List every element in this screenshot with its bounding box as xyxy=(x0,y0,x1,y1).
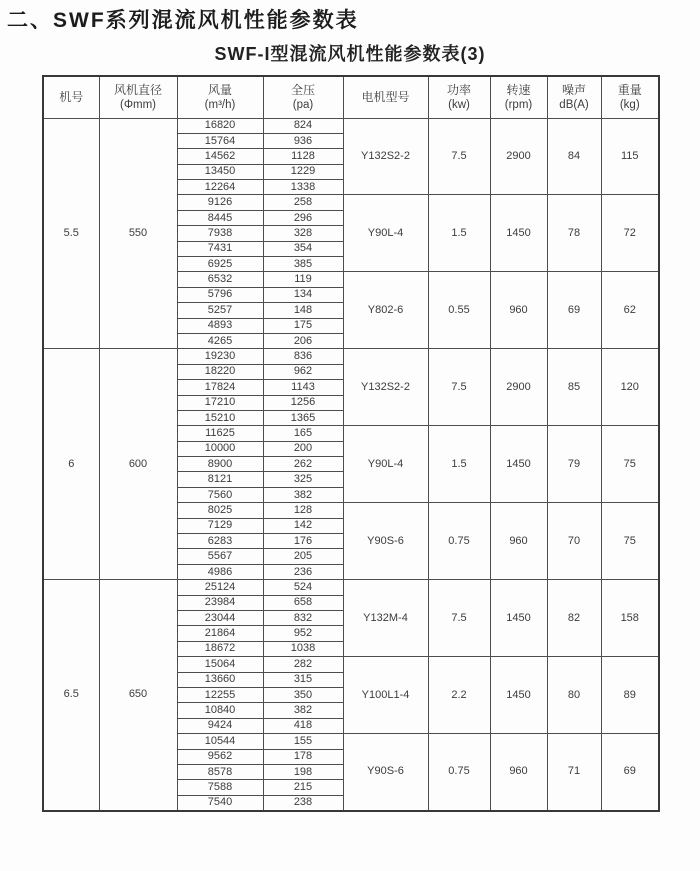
machine-no-cell: 5.5 xyxy=(43,118,99,349)
noise-cell: 84 xyxy=(547,118,601,195)
air-volume-cell: 15064 xyxy=(177,657,263,672)
col-header-label: 电机型号 xyxy=(361,89,410,104)
air-volume-cell: 4893 xyxy=(177,318,263,333)
speed-cell: 2900 xyxy=(490,349,547,426)
air-volume-cell: 17824 xyxy=(177,380,263,395)
total-pressure-cell: 128 xyxy=(263,503,343,518)
motor-model-cell: Y90S-6 xyxy=(343,503,428,580)
power-cell: 1.5 xyxy=(428,426,490,503)
noise-cell: 69 xyxy=(547,272,601,349)
air-volume-cell: 5796 xyxy=(177,287,263,302)
total-pressure-cell: 262 xyxy=(263,457,343,472)
motor-model-cell: Y132S2-2 xyxy=(343,349,428,426)
air-volume-cell: 9424 xyxy=(177,718,263,733)
total-pressure-cell: 385 xyxy=(263,257,343,272)
air-volume-cell: 5567 xyxy=(177,549,263,564)
power-cell: 0.75 xyxy=(428,503,490,580)
total-pressure-cell: 832 xyxy=(263,611,343,626)
col-header-label: 全压 xyxy=(290,82,315,97)
total-pressure-cell: 142 xyxy=(263,518,343,533)
total-pressure-cell: 155 xyxy=(263,734,343,749)
air-volume-cell: 9562 xyxy=(177,749,263,764)
fan-diameter-cell: 650 xyxy=(99,580,177,811)
total-pressure-cell: 1338 xyxy=(263,180,343,195)
weight-cell: 75 xyxy=(601,426,659,503)
air-volume-cell: 11625 xyxy=(177,426,263,441)
air-volume-cell: 7129 xyxy=(177,518,263,533)
col-header-weight xyxy=(601,76,659,118)
power-cell: 7.5 xyxy=(428,580,490,657)
speed-cell: 1450 xyxy=(490,195,547,272)
air-volume-cell: 4986 xyxy=(177,564,263,579)
col-header-label: 重量 xyxy=(617,82,642,97)
col-header-label: 转速 xyxy=(506,82,531,97)
air-volume-cell: 12255 xyxy=(177,687,263,702)
total-pressure-cell: 382 xyxy=(263,487,343,502)
col-header-label: 功率 xyxy=(446,82,471,97)
air-volume-cell: 6925 xyxy=(177,257,263,272)
speed-cell: 960 xyxy=(490,734,547,811)
air-volume-cell: 19230 xyxy=(177,349,263,364)
col-header-unit: (kw) xyxy=(448,98,470,111)
page-title: 二、SWF系列混流风机性能参数表 xyxy=(7,9,359,32)
table-row xyxy=(43,580,659,595)
col-header-noise xyxy=(547,76,601,118)
total-pressure-cell: 1038 xyxy=(263,641,343,656)
total-pressure-cell: 325 xyxy=(263,472,343,487)
air-volume-cell: 25124 xyxy=(177,580,263,595)
air-volume-cell: 8445 xyxy=(177,210,263,225)
motor-model-cell: Y90S-6 xyxy=(343,734,428,811)
air-volume-cell: 8121 xyxy=(177,472,263,487)
air-volume-cell: 18672 xyxy=(177,641,263,656)
motor-model-cell: Y90L-4 xyxy=(343,426,428,503)
noise-cell: 79 xyxy=(547,426,601,503)
weight-cell: 158 xyxy=(601,580,659,657)
air-volume-cell: 13660 xyxy=(177,672,263,687)
speed-cell: 1450 xyxy=(490,580,547,657)
total-pressure-cell: 165 xyxy=(263,426,343,441)
total-pressure-cell: 824 xyxy=(263,118,343,133)
col-header-label: 风量 xyxy=(207,82,232,97)
total-pressure-cell: 328 xyxy=(263,226,343,241)
total-pressure-cell: 1256 xyxy=(263,395,343,410)
air-volume-cell: 23984 xyxy=(177,595,263,610)
power-cell: 0.55 xyxy=(428,272,490,349)
col-header-unit: (Φmm) xyxy=(120,98,156,111)
total-pressure-cell: 658 xyxy=(263,595,343,610)
motor-model-cell: Y802-6 xyxy=(343,272,428,349)
total-pressure-cell: 215 xyxy=(263,780,343,795)
power-cell: 7.5 xyxy=(428,349,490,426)
col-header-speed xyxy=(490,76,547,118)
total-pressure-cell: 836 xyxy=(263,349,343,364)
total-pressure-cell: 524 xyxy=(263,580,343,595)
machine-no-cell: 6.5 xyxy=(43,580,99,811)
col-header-fan-diameter xyxy=(99,76,177,118)
air-volume-cell: 21864 xyxy=(177,626,263,641)
air-volume-cell: 10544 xyxy=(177,734,263,749)
speed-cell: 2900 xyxy=(490,118,547,195)
total-pressure-cell: 282 xyxy=(263,657,343,672)
total-pressure-cell: 1365 xyxy=(263,410,343,425)
air-volume-cell: 6283 xyxy=(177,534,263,549)
air-volume-cell: 10840 xyxy=(177,703,263,718)
total-pressure-cell: 176 xyxy=(263,534,343,549)
col-header-label: 风机直径 xyxy=(113,82,162,97)
air-volume-cell: 17210 xyxy=(177,395,263,410)
col-header-unit: dB(A) xyxy=(559,98,589,111)
total-pressure-cell: 1143 xyxy=(263,380,343,395)
col-header-unit: (m³/h) xyxy=(204,98,236,111)
air-volume-cell: 15764 xyxy=(177,133,263,148)
table-header xyxy=(43,76,659,118)
total-pressure-cell: 962 xyxy=(263,364,343,379)
air-volume-cell: 7540 xyxy=(177,795,263,810)
total-pressure-cell: 205 xyxy=(263,549,343,564)
power-cell: 7.5 xyxy=(428,118,490,195)
speed-cell: 1450 xyxy=(490,426,547,503)
speed-cell: 960 xyxy=(490,503,547,580)
col-header-unit: (pa) xyxy=(292,98,314,111)
air-volume-cell: 15210 xyxy=(177,410,263,425)
col-header-label: 噪声 xyxy=(561,82,586,97)
col-header-air-volume xyxy=(177,76,263,118)
weight-cell: 115 xyxy=(601,118,659,195)
total-pressure-cell: 198 xyxy=(263,764,343,779)
table-row xyxy=(43,118,659,133)
air-volume-cell: 18220 xyxy=(177,364,263,379)
noise-cell: 78 xyxy=(547,195,601,272)
fan-diameter-cell: 550 xyxy=(99,118,177,349)
total-pressure-cell: 350 xyxy=(263,687,343,702)
power-cell: 2.2 xyxy=(428,657,490,734)
fan-parameters-table xyxy=(42,75,660,812)
noise-cell: 85 xyxy=(547,349,601,426)
motor-model-cell: Y132S2-2 xyxy=(343,118,428,195)
total-pressure-cell: 206 xyxy=(263,333,343,348)
total-pressure-cell: 1229 xyxy=(263,164,343,179)
air-volume-cell: 8025 xyxy=(177,503,263,518)
col-header-unit: (rpm) xyxy=(504,98,533,111)
weight-cell: 72 xyxy=(601,195,659,272)
total-pressure-cell: 936 xyxy=(263,133,343,148)
noise-cell: 70 xyxy=(547,503,601,580)
air-volume-cell: 12264 xyxy=(177,180,263,195)
air-volume-cell: 10000 xyxy=(177,441,263,456)
total-pressure-cell: 258 xyxy=(263,195,343,210)
noise-cell: 71 xyxy=(547,734,601,811)
col-header-label: 机号 xyxy=(59,89,84,104)
total-pressure-cell: 200 xyxy=(263,441,343,456)
noise-cell: 82 xyxy=(547,580,601,657)
total-pressure-cell: 952 xyxy=(263,626,343,641)
air-volume-cell: 23044 xyxy=(177,611,263,626)
table-body xyxy=(43,118,659,811)
total-pressure-cell: 175 xyxy=(263,318,343,333)
total-pressure-cell: 315 xyxy=(263,672,343,687)
total-pressure-cell: 418 xyxy=(263,718,343,733)
weight-cell: 89 xyxy=(601,657,659,734)
air-volume-cell: 7431 xyxy=(177,241,263,256)
speed-cell: 960 xyxy=(490,272,547,349)
machine-no-cell: 6 xyxy=(43,349,99,580)
total-pressure-cell: 238 xyxy=(263,795,343,810)
total-pressure-cell: 382 xyxy=(263,703,343,718)
noise-cell: 80 xyxy=(547,657,601,734)
air-volume-cell: 7938 xyxy=(177,226,263,241)
table-subtitle: SWF-I型混流风机性能参数表(3) xyxy=(214,44,486,64)
weight-cell: 120 xyxy=(601,349,659,426)
air-volume-cell: 4265 xyxy=(177,333,263,348)
total-pressure-cell: 296 xyxy=(263,210,343,225)
col-header-machine-no xyxy=(43,76,99,118)
total-pressure-cell: 354 xyxy=(263,241,343,256)
air-volume-cell: 7588 xyxy=(177,780,263,795)
air-volume-cell: 8900 xyxy=(177,457,263,472)
col-header-motor-model xyxy=(343,76,428,118)
total-pressure-cell: 119 xyxy=(263,272,343,287)
total-pressure-cell: 178 xyxy=(263,749,343,764)
power-cell: 1.5 xyxy=(428,195,490,272)
air-volume-cell: 9126 xyxy=(177,195,263,210)
col-header-power xyxy=(428,76,490,118)
power-cell: 0.75 xyxy=(428,734,490,811)
total-pressure-cell: 148 xyxy=(263,303,343,318)
weight-cell: 75 xyxy=(601,503,659,580)
fan-diameter-cell: 600 xyxy=(99,349,177,580)
total-pressure-cell: 134 xyxy=(263,287,343,302)
weight-cell: 69 xyxy=(601,734,659,811)
air-volume-cell: 5257 xyxy=(177,303,263,318)
total-pressure-cell: 236 xyxy=(263,564,343,579)
motor-model-cell: Y132M-4 xyxy=(343,580,428,657)
air-volume-cell: 6532 xyxy=(177,272,263,287)
air-volume-cell: 8578 xyxy=(177,764,263,779)
col-header-total-pressure xyxy=(263,76,343,118)
air-volume-cell: 14562 xyxy=(177,149,263,164)
total-pressure-cell: 1128 xyxy=(263,149,343,164)
air-volume-cell: 7560 xyxy=(177,487,263,502)
motor-model-cell: Y100L1-4 xyxy=(343,657,428,734)
motor-model-cell: Y90L-4 xyxy=(343,195,428,272)
col-header-unit: (kg) xyxy=(619,98,640,111)
air-volume-cell: 16820 xyxy=(177,118,263,133)
speed-cell: 1450 xyxy=(490,657,547,734)
weight-cell: 62 xyxy=(601,272,659,349)
table-row xyxy=(43,349,659,364)
air-volume-cell: 13450 xyxy=(177,164,263,179)
table-header-row xyxy=(43,76,659,118)
